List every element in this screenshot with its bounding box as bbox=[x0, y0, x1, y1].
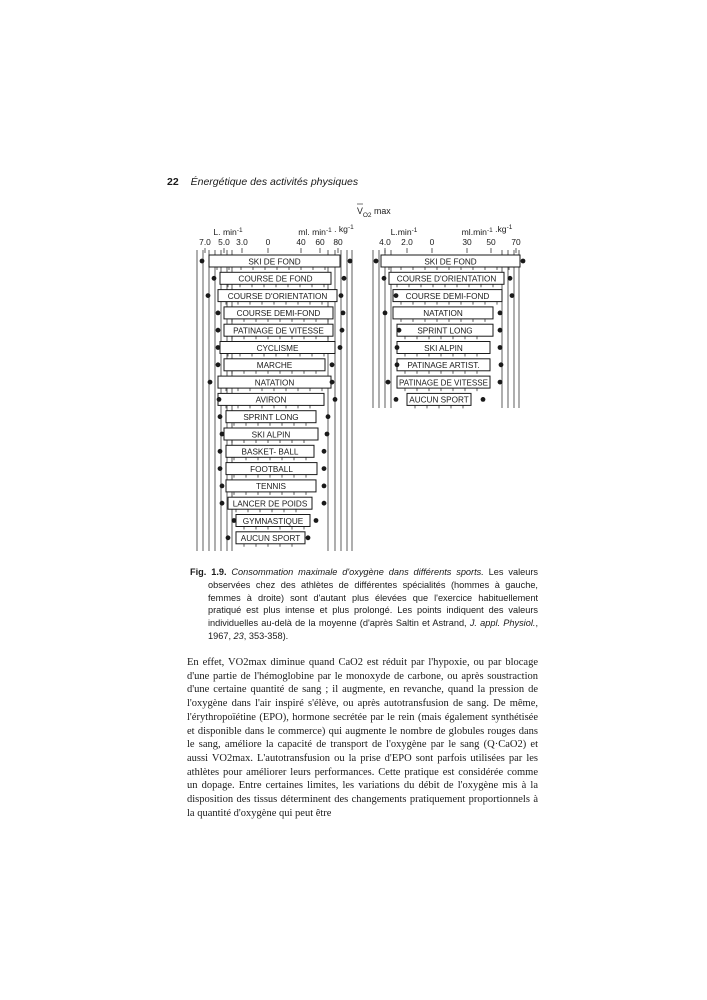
left-row bbox=[217, 393, 338, 408]
left-unit-relative: ml. $\min^{-1}$ . $kg^{-1}$ bbox=[298, 224, 354, 237]
right-row bbox=[394, 393, 486, 408]
left-dot-absolute bbox=[220, 484, 225, 489]
right-sport-label: SPRINT LONG bbox=[417, 326, 473, 336]
right-dot-absolute bbox=[374, 259, 379, 264]
figure-title: $V_{O2}$ max bbox=[357, 206, 391, 219]
left-dot-absolute bbox=[206, 293, 211, 298]
left-dot-relative bbox=[340, 328, 345, 333]
figure-frame bbox=[357, 204, 391, 219]
right-unit-relative: $ml.\min^{-1}$ $.kg^{-1}$ bbox=[461, 224, 513, 237]
body-paragraph: En effet, VO2max diminue quand CaO2 est réduit par l'hypoxie, ou par blocage d'une partie de l'hémoglobine par le monoxyde de carbone, ou après soustraction d'une certaine quantité de sang ; il augmente, en revanche, quand la pression de l'oxygène dans l'air inspiré s'élève, ou après autotransfusion de sang. De même, l'érythropoïétine (EPO), hormone secrétée par le rein (mais également synthétisée et disponible dans le commerce) qui augmente le nombre de globules rouges dans le sang, améliore la capacité de transport de l'oxygène par le sang (Q·CaO2) et aussi VO2max. L'autotransfusion ou la prise d'EPO sont parfois utilisées par les athlètes pour améliorer leurs performances. Cette pratique est considérée comme un dopage. Entre certaines limites, les variations du débit de l'oxygène mis à la disposition des tissus déterminent des changements pratiquement proportionnels à la quantité d'oxygène qui peut être bbox=[187, 657, 538, 819]
caption-volume: 23 bbox=[233, 630, 244, 641]
left-dot-absolute bbox=[220, 501, 225, 506]
right-dot-absolute bbox=[383, 311, 388, 316]
right-dot-relative bbox=[498, 328, 503, 333]
left-tick-label-relative: 60 bbox=[315, 237, 325, 247]
right-dot-absolute bbox=[382, 276, 387, 281]
left-sport-label: COURSE DE FOND bbox=[238, 274, 313, 284]
left-dot-relative bbox=[339, 293, 344, 298]
left-tick-label-absolute: 0 bbox=[265, 237, 271, 247]
caption-label: Fig. 1.9. bbox=[190, 567, 227, 577]
left-dot-relative bbox=[341, 311, 346, 316]
right-dot-absolute bbox=[394, 293, 399, 298]
left-sport-label: GYMNASTIQUE bbox=[242, 516, 304, 526]
left-dot-absolute bbox=[218, 414, 223, 419]
right-dot-relative bbox=[498, 311, 503, 316]
left-dot-absolute bbox=[218, 449, 223, 454]
right-row bbox=[386, 376, 503, 391]
left-row bbox=[232, 515, 319, 530]
right-sport-label: COURSE DEMI-FOND bbox=[405, 291, 490, 301]
left-row bbox=[206, 290, 344, 305]
left-sport-label: COURSE DEMI-FOND bbox=[236, 309, 321, 319]
right-sport-label: PATINAGE DE VITESSE bbox=[399, 378, 489, 388]
left-row bbox=[208, 376, 335, 391]
right-panel-women bbox=[373, 224, 525, 408]
right-row bbox=[374, 255, 526, 270]
right-unit-absolute: $L.\min^{-1}$ bbox=[390, 227, 418, 237]
left-row bbox=[220, 428, 330, 443]
left-dot-relative bbox=[338, 345, 343, 350]
right-sport-label: SKI ALPIN bbox=[424, 343, 463, 353]
left-row bbox=[216, 324, 345, 339]
caption-text: Les valeurs observées chez des athlètes de différentes spécialités (hommes à gauche, femmes à droite) sont d'autant plus élevées que l'exercice habituellement pratiqué est plus intense et plus prolongé. Les points indiquent des valeurs individuelles au-delà de la moyenne (d'après Saltin et Astrand, bbox=[208, 567, 538, 629]
body-text bbox=[187, 656, 538, 820]
left-dot-relative bbox=[322, 466, 327, 471]
left-row bbox=[218, 411, 331, 426]
right-sport-label: NATATION bbox=[423, 309, 463, 319]
left-row bbox=[216, 359, 335, 374]
left-row bbox=[220, 497, 327, 512]
left-dot-absolute bbox=[200, 259, 205, 264]
left-sport-label: FOOTBALL bbox=[250, 464, 293, 474]
right-sport-label: SKI DE FOND bbox=[424, 257, 477, 267]
left-dot-absolute bbox=[216, 362, 221, 367]
left-dot-absolute bbox=[220, 432, 225, 437]
right-dot-relative bbox=[508, 276, 513, 281]
left-dot-absolute bbox=[217, 397, 222, 402]
page-number: 22 bbox=[167, 176, 179, 188]
left-sport-label: AUCUN SPORT bbox=[240, 534, 301, 544]
left-tick-label-absolute: 3.0 bbox=[236, 237, 248, 247]
left-sport-label: NATATION bbox=[254, 378, 295, 388]
left-row bbox=[216, 307, 346, 322]
left-tick-label-relative: 40 bbox=[296, 237, 306, 247]
running-title: Énergétique des activités physiques bbox=[190, 176, 359, 188]
right-tick-label-absolute: 2.0 bbox=[401, 237, 413, 247]
right-dot-absolute bbox=[394, 397, 399, 402]
left-dot-relative bbox=[330, 380, 335, 385]
left-dot-relative bbox=[322, 449, 327, 454]
right-tick-label-absolute: 0 bbox=[429, 237, 435, 247]
left-unit-absolute: L. $\min^{-1}$ bbox=[213, 227, 243, 237]
caption-text-2: , 1967, bbox=[208, 618, 538, 641]
left-dot-absolute bbox=[226, 535, 231, 540]
left-dot-absolute bbox=[216, 328, 221, 333]
left-row bbox=[218, 463, 327, 478]
right-dot-absolute bbox=[386, 380, 391, 385]
right-dot-relative bbox=[498, 380, 503, 385]
left-sport-label: AVIRON bbox=[255, 395, 287, 405]
right-dot-relative bbox=[498, 345, 503, 350]
right-dot-relative bbox=[521, 259, 526, 264]
left-dot-absolute bbox=[208, 380, 213, 385]
left-dot-relative bbox=[322, 484, 327, 489]
right-tick-label-absolute: 4.0 bbox=[379, 237, 391, 247]
left-row bbox=[220, 480, 327, 495]
left-dot-relative bbox=[322, 501, 327, 506]
right-row bbox=[382, 272, 513, 287]
figure-caption bbox=[190, 566, 538, 643]
right-row bbox=[395, 342, 503, 357]
left-dot-absolute bbox=[218, 466, 223, 471]
right-dot-absolute bbox=[397, 328, 402, 333]
right-tick-label-relative: 30 bbox=[462, 237, 472, 247]
right-dot-relative bbox=[499, 362, 504, 367]
left-row bbox=[200, 255, 353, 270]
caption-title: Consommation maximale d'oxygène dans différents sports. bbox=[231, 567, 484, 577]
left-sport-label: LANCER DE POIDS bbox=[232, 499, 308, 509]
left-sport-label: MARCHE bbox=[256, 361, 293, 371]
right-row bbox=[397, 324, 503, 339]
left-sport-label: SPRINT LONG bbox=[243, 413, 299, 422]
left-sport-label: TENNIS bbox=[255, 482, 287, 492]
left-dot-relative bbox=[333, 397, 338, 402]
left-dot-relative bbox=[348, 259, 353, 264]
right-tick-label-relative: 50 bbox=[486, 237, 496, 247]
right-dot-absolute bbox=[395, 345, 400, 350]
left-sport-label: BASKET- BALL bbox=[241, 447, 299, 457]
caption-text-3: , 353-358). bbox=[243, 630, 289, 641]
left-tick-label-absolute: 5.0 bbox=[218, 237, 230, 247]
left-row bbox=[216, 342, 343, 357]
right-sport-label: COURSE D'ORIENTATION bbox=[396, 274, 497, 284]
right-dot-absolute bbox=[395, 362, 400, 367]
right-sport-label: PATINAGE ARTIST. bbox=[407, 361, 480, 371]
right-dot-relative bbox=[510, 293, 515, 298]
left-sport-label: PATINAGE DE VITESSE bbox=[233, 326, 324, 336]
left-panel-men bbox=[197, 224, 354, 551]
left-dot-relative bbox=[342, 276, 347, 281]
left-dot-absolute bbox=[212, 276, 217, 281]
left-dot-relative bbox=[325, 432, 330, 437]
left-dot-absolute bbox=[216, 311, 221, 316]
right-sport-label: AUCUN SPORT bbox=[409, 395, 469, 405]
right-row bbox=[393, 290, 514, 305]
right-row bbox=[383, 307, 503, 322]
left-tick-label-relative: 80 bbox=[333, 237, 343, 247]
left-sport-label: SKI DE FOND bbox=[248, 257, 301, 267]
left-dot-relative bbox=[326, 414, 331, 419]
left-row bbox=[226, 532, 311, 547]
left-dot-relative bbox=[306, 535, 311, 540]
left-dot-absolute bbox=[216, 345, 221, 350]
right-tick-label-relative: 70 bbox=[511, 237, 521, 247]
left-row bbox=[218, 445, 327, 460]
left-tick-label-absolute: 7.0 bbox=[199, 237, 211, 247]
left-sport-label: SKI ALPIN bbox=[251, 430, 291, 440]
right-row bbox=[395, 359, 504, 374]
left-dot-relative bbox=[330, 362, 335, 367]
left-sport-label: COURSE D'ORIENTATION bbox=[227, 291, 328, 301]
right-dot-relative bbox=[481, 397, 486, 402]
left-sport-label: CYCLISME bbox=[256, 343, 299, 353]
left-dot-absolute bbox=[232, 518, 237, 523]
caption-journal: J. appl. Physiol. bbox=[469, 618, 536, 629]
left-dot-relative bbox=[314, 518, 319, 523]
